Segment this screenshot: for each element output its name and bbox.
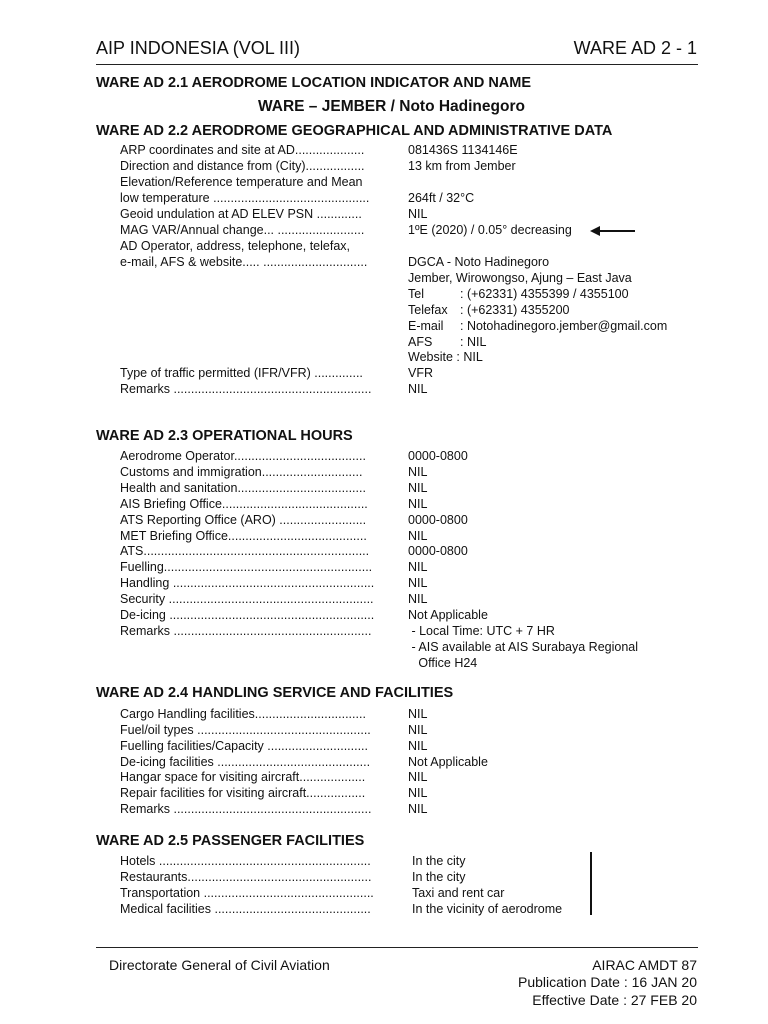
row-label: Hotels .............................................................	[120, 854, 371, 868]
header-divider	[96, 64, 698, 65]
table-row	[120, 206, 720, 222]
change-bar	[590, 852, 592, 915]
row-value: NIL	[408, 382, 428, 396]
row-label: Remarks .........................................................	[120, 624, 372, 638]
row-label: Remarks .........................................................	[120, 382, 372, 396]
table-row	[120, 722, 720, 738]
table-row	[120, 254, 720, 270]
row-value: Taxi and rent car	[412, 886, 505, 900]
table-row	[120, 575, 720, 591]
table-row	[120, 559, 720, 575]
row-label: De-icing ...........................................................	[120, 608, 375, 622]
table-row	[120, 754, 720, 770]
remarks-continued: - AIS available at AIS Surabaya Regional	[408, 640, 639, 654]
row-label: ARP coordinates and site at AD....................	[120, 143, 365, 157]
row-label: Direction and distance from (City).................	[120, 159, 365, 173]
row-value: In the city	[412, 854, 466, 868]
table-row	[120, 464, 720, 480]
row-value: NIL	[408, 802, 428, 816]
table-row	[120, 142, 720, 158]
table-row	[120, 738, 720, 754]
contact-line	[408, 286, 629, 302]
row-value: In the vicinity of aerodrome	[412, 902, 563, 916]
footer-amdt: AIRAC AMDT 87	[592, 957, 697, 973]
row-value: Not Applicable	[408, 608, 488, 622]
row-label: Restaurants.....................................................	[120, 870, 372, 884]
row-value: 1ºE (2020) / 0.05° decreasing	[408, 223, 572, 237]
row-label: Aerodrome Operator......................................	[120, 449, 366, 463]
table-row	[120, 381, 720, 397]
row-label: Repair facilities for visiting aircraft.................	[120, 786, 366, 800]
footer-effective-date: Effective Date : 27 FEB 20	[532, 992, 697, 1008]
row-value: 0000-0800	[408, 513, 468, 527]
row-value: NIL	[408, 465, 428, 479]
footer-authority: Directorate General of Civil Aviation	[109, 957, 330, 973]
table-row	[120, 655, 720, 671]
row-value: Not Applicable	[408, 755, 488, 769]
row-value: NIL	[408, 560, 428, 574]
row-label: Hangar space for visiting aircraft...................	[120, 770, 366, 784]
contact-key: Tel	[408, 287, 424, 301]
row-label: Medical facilities .............................................	[120, 902, 371, 916]
row-label: Fuelling............................................................	[120, 560, 373, 574]
contact-value: : Notohadinegoro.jember@gmail.com	[460, 319, 668, 333]
row-label: low temperature .............................................	[120, 191, 370, 205]
row-value: 0000-0800	[408, 544, 468, 558]
row-label: MET Briefing Office........................................	[120, 529, 367, 543]
row-label: Remarks .........................................................	[120, 802, 372, 816]
footer-divider	[96, 947, 698, 948]
table-row	[120, 869, 720, 885]
row-value: NIL	[408, 529, 428, 543]
row-label: Handling ..........................................................	[120, 576, 375, 590]
row-value: NIL	[408, 723, 428, 737]
table-row	[120, 769, 720, 785]
row-label: Elevation/Reference temperature and Mean	[120, 175, 363, 189]
arrow-left-icon	[590, 225, 636, 237]
section-2-1-title: WARE AD 2.1 AERODROME LOCATION INDICATOR AND NAME	[96, 75, 532, 91]
row-label: AD Operator, address, telephone, telefax,	[120, 239, 350, 253]
row-value: DGCA - Noto Hadinegoro	[408, 255, 550, 269]
row-label: Type of traffic permitted (IFR/VFR) ..............	[120, 366, 363, 380]
table-row	[120, 607, 720, 623]
row-value: - Local Time: UTC + 7 HR	[408, 624, 555, 638]
row-value: VFR	[408, 366, 433, 380]
remarks-continued: Office H24	[408, 656, 478, 670]
table-row	[120, 801, 720, 817]
table-row	[120, 174, 720, 190]
row-value: NIL	[408, 497, 428, 511]
contact-line	[408, 318, 667, 334]
contact-value: : NIL	[460, 335, 487, 349]
row-label: De-icing facilities ............................................	[120, 755, 371, 769]
row-label: Fuelling facilities/Capacity .............................	[120, 739, 368, 753]
row-value: NIL	[408, 592, 428, 606]
contact-value: : (+62331) 4355200	[460, 303, 570, 317]
row-value: NIL	[408, 707, 428, 721]
row-value: NIL	[408, 576, 428, 590]
row-value: 0000-0800	[408, 449, 468, 463]
row-value: NIL	[408, 739, 428, 753]
contact-value: : (+62331) 4355399 / 4355100	[460, 287, 629, 301]
row-value: NIL	[408, 481, 428, 495]
table-row	[120, 853, 720, 869]
table-row	[120, 528, 720, 544]
row-value: 081436S 1134146E	[408, 143, 518, 157]
row-label: MAG VAR/Annual change... .........................	[120, 223, 365, 237]
row-label: Transportation .................................................	[120, 886, 374, 900]
contact-key: Telefax	[408, 303, 448, 317]
row-label: ATS.................................................................	[120, 544, 370, 558]
section-2-2-title: WARE AD 2.2 AERODROME GEOGRAPHICAL AND ADMINISTRATIVE DATA	[96, 123, 613, 139]
table-row	[120, 543, 720, 559]
row-value: NIL	[408, 770, 428, 784]
row-label: AIS Briefing Office..........................................	[120, 497, 368, 511]
operator-address: Jember, Wirowongso, Ajung – East Java	[408, 271, 632, 285]
table-row	[120, 785, 720, 801]
row-value: NIL	[408, 207, 428, 221]
row-value: 264ft / 32°C	[408, 191, 475, 205]
contact-line	[408, 302, 569, 318]
row-value: In the city	[412, 870, 466, 884]
row-value: NIL	[408, 786, 428, 800]
table-row	[120, 190, 720, 206]
table-row	[120, 901, 720, 917]
contact-key: AFS	[408, 335, 433, 349]
table-row	[120, 639, 720, 655]
table-row	[120, 623, 720, 639]
row-label: Health and sanitation.....................................	[120, 481, 366, 495]
contact-key: E-mail	[408, 319, 444, 333]
table-row	[120, 480, 720, 496]
row-label: Security ...........................................................	[120, 592, 374, 606]
table-row	[120, 706, 720, 722]
table-row	[120, 448, 720, 464]
header-doc-title: AIP INDONESIA (VOL III)	[96, 38, 301, 58]
row-label: Fuel/oil types ..................................................	[120, 723, 371, 737]
section-2-4-title: WARE AD 2.4 HANDLING SERVICE AND FACILITIES	[96, 685, 454, 701]
row-value: 13 km from Jember	[408, 159, 516, 173]
table-row	[120, 885, 720, 901]
contact-website: Website : NIL	[408, 350, 483, 364]
table-row	[120, 238, 720, 254]
table-row	[120, 496, 720, 512]
header-page-ref: WARE AD 2 - 1	[573, 38, 697, 58]
footer-publication-date: Publication Date : 16 JAN 20	[518, 974, 697, 990]
table-row	[120, 365, 720, 381]
section-2-3-title: WARE AD 2.3 OPERATIONAL HOURS	[96, 428, 353, 444]
row-label: Geoid undulation at AD ELEV PSN .............	[120, 207, 362, 221]
table-row	[120, 158, 720, 174]
table-row	[120, 591, 720, 607]
section-2-5-title: WARE AD 2.5 PASSENGER FACILITIES	[96, 833, 365, 849]
row-label: Customs and immigration.............................	[120, 465, 363, 479]
row-label: ATS Reporting Office (ARO) .........................	[120, 513, 367, 527]
contact-line	[408, 334, 486, 350]
aerodrome-name: WARE – JEMBER / Noto Hadinegoro	[258, 98, 525, 115]
table-row	[120, 512, 720, 528]
row-label: e-mail, AFS & website..... ..............................	[120, 255, 368, 269]
row-label: Cargo Handling facilities................................	[120, 707, 366, 721]
